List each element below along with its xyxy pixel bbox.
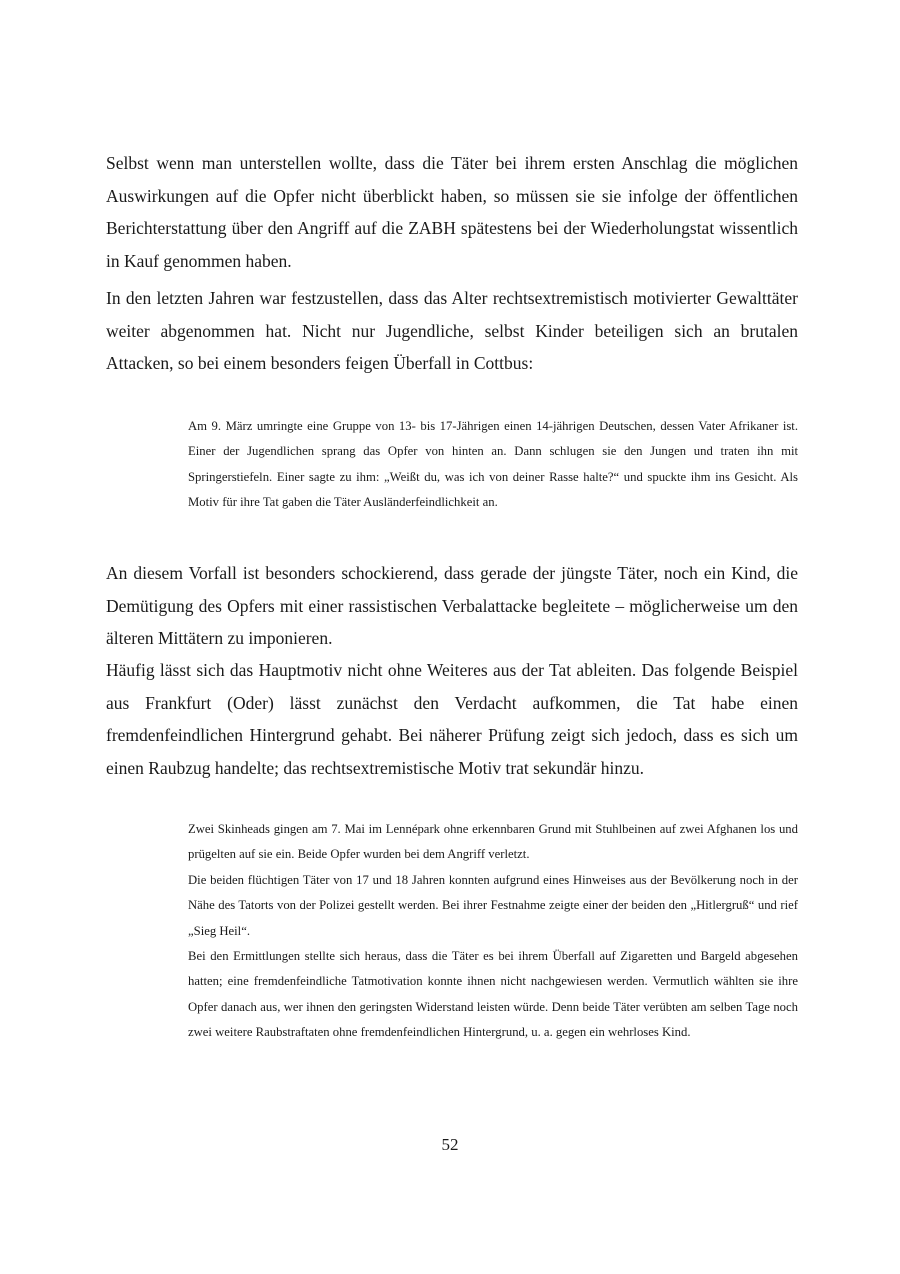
body-paragraph: Häufig lässt sich das Hauptmotiv nicht ohne Weiteres aus der Tat ableiten. Das folgende Beispiel aus Frankfurt (Oder) lässt zunächst den Verdacht aufkommen, die Tat habe einen fremdenfeindlichen Hintergrund gehabt. Bei näherer Prüfung zeigt sich jedoch, dass es sich um einen Raubzug handelte; das rechtsextremistische Motiv trat sekundär hinzu. [106,660,798,779]
block-quote [188,414,798,516]
body-paragraph: An diesem Vorfall ist besonders schockierend, dass gerade der jüngste Täter, noch ein Kind, die Demütigung des Opfers mit einer rassistischen Verbalattacke begleitete – möglicherweise um den älteren Mittätern zu imponieren. [106,563,798,649]
quote-paragraph: Am 9. März umringte eine Gruppe von 13- bis 17-Jährigen einen 14-jährigen Deutschen, dessen Vater Afrikaner ist. Einer der Jugendlichen sprang das Opfer von hinten an. Dann schlugen sie den Jungen und traten ihn mit Springerstiefeln. Einer sagte zu ihm: „Weißt du, was ich von deiner Rasse halte?“ und spuckte ihm ins Gesicht. Als Motiv für ihre Tat gaben die Täter Ausländerfeindlichkeit an. [188,419,798,510]
body-paragraph: In den letzten Jahren war festzustellen, dass das Alter rechtsextremistisch motivierter Gewalttäter weiter abgenommen hat. Nicht nur Jugendliche, selbst Kinder beteiligen sich an brutalen Attacken, so bei einem besonders feigen Überfall in Cottbus: [106,288,798,374]
body-paragraph: Selbst wenn man unterstellen wollte, dass die Täter bei ihrem ersten Anschlag die möglichen Auswirkungen auf die Opfer nicht überblickt haben, so müssen sie sie infolge der öffentlichen Berichterstattung über den Angriff auf die ZABH spätestens bei der Wiederholungstat wissentlich in Kauf genommen haben. [106,153,798,272]
quote-paragraph: Die beiden flüchtigen Täter von 17 und 18 Jahren konnten aufgrund eines Hinweises aus der Bevölkerung noch in der Nähe des Tatorts von der Polizei gestellt werden. Bei ihrer Festnahme zeigte einer der beiden den „Hitlergruß“ und rief „Sieg Heil“. [188,872,798,938]
quote-paragraph: Bei den Ermittlungen stellte sich heraus, dass die Täter es bei ihrem Überfall auf Zigaretten und Bargeld abgesehen hatten; eine fremdenfeindliche Tatmotivation konnte ihnen nicht nachgewiesen werden. Vermutlich wählten sie ihre Opfer danach aus, wer ihnen den geringsten Widerstand leisten würde. Denn beide Täter verübten am selben Tage noch zwei weitere Raubstraftaten ohne fremdenfeindlichen Hintergrund, u. a. gegen ein wehrloses Kind. [188,949,798,1040]
block-quote [188,817,798,1046]
quote-paragraph: Zwei Skinheads gingen am 7. Mai im Lennépark ohne erkennbaren Grund mit Stuhlbeinen auf zwei Afghanen los und prügelten auf sie ein. Beide Opfer wurden bei dem Angriff verletzt. [188,822,798,862]
page-number: 52 [441,1135,459,1154]
